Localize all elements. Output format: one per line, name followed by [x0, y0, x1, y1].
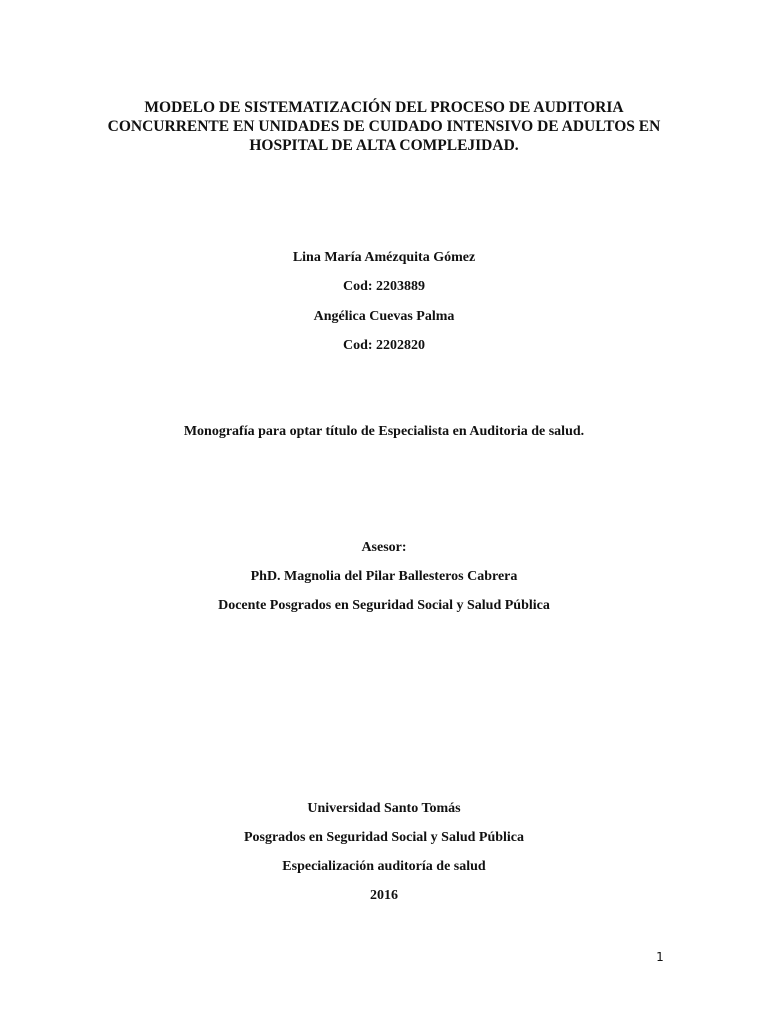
advisor-role: Docente Posgrados en Seguridad Social y Salud Pública [218, 598, 550, 613]
purpose-statement: Monografía para optar título de Especialista en Auditoria de salud. [183, 424, 585, 439]
year: 2016 [370, 888, 398, 903]
author-2-name: Angélica Cuevas Palma [313, 309, 455, 324]
author-2-code: Cod: 2202820 [342, 338, 426, 353]
title-line-1: MODELO DE SISTEMATIZACIÓN DEL PROCESO DE AUDITORIA [144, 99, 624, 116]
title-line-2: CONCURRENTE EN UNIDADES DE CUIDADO INTENSIVO DE ADULTOS EN [107, 118, 661, 135]
document-title [80, 98, 688, 155]
faculty-name: Posgrados en Seguridad Social y Salud Pública [243, 830, 525, 845]
author-1-name: Lina María Amézquita Gómez [292, 250, 476, 265]
author-1-code: Cod: 2203889 [342, 279, 426, 294]
university-name: Universidad Santo Tomás [307, 801, 461, 816]
program-name: Especialización auditoría de salud [282, 859, 486, 874]
advisor-name: PhD. Magnolia del Pilar Ballesteros Cabrera [250, 569, 518, 584]
title-line-3: HOSPITAL DE ALTA COMPLEJIDAD. [249, 137, 519, 154]
page-number: 1 [656, 950, 664, 964]
advisor-heading: Asesor: [361, 540, 407, 555]
